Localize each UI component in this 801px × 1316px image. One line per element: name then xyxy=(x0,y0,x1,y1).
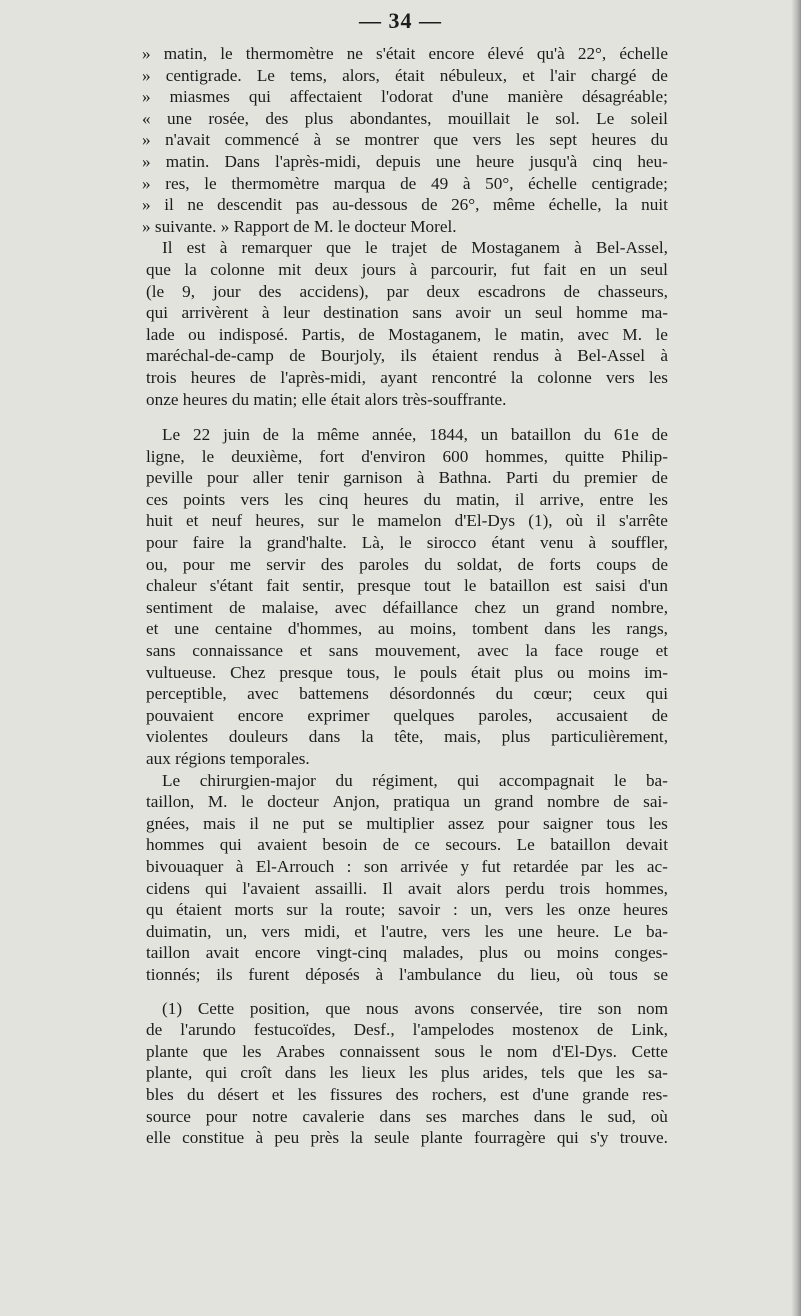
paragraph-mostaganem xyxy=(146,237,668,410)
page-number: — 34 — xyxy=(359,8,442,33)
text-line: » matin. Dans l'après-midi, depuis une heure jusqu'à cinq heu- xyxy=(142,151,668,171)
text-line: que la colonne mit deux jours à parcourir, fut fait en un seul xyxy=(146,259,668,279)
text-line: pouvaient encore exprimer quelques paroles, accusaient de xyxy=(146,705,668,725)
text-line: gnées, mais il ne put se multiplier assez pour saigner tous les xyxy=(146,813,668,833)
text-line: aux régions temporales. xyxy=(146,749,310,768)
text-line: onze heures du matin; elle était alors très-souffrante. xyxy=(146,389,507,409)
body-text xyxy=(142,43,668,1149)
footnote-line: bles du désert et les fissures des rochers, est d'une grande res- xyxy=(146,1084,668,1104)
text-line: ou, pour me servir des paroles du soldat, de forts coups de xyxy=(146,554,668,574)
text-line: » matin, le thermomètre ne s'était encore élevé qu'à 22°, échelle xyxy=(142,44,668,63)
text-line: sans connaissance et sans mouvement, avec la face rouge et xyxy=(146,641,668,661)
text-line: vultueuse. Chez presque tous, le pouls était plus ou moins im- xyxy=(146,662,668,682)
text-line: lade ou indisposé. Partis, de Mostaganem, le matin, avec M. le xyxy=(146,324,668,344)
footnote-line: source pour notre cavalerie dans ses marches dans le sud, où xyxy=(146,1106,668,1126)
paragraph-bataillon xyxy=(146,424,668,770)
text-line: maréchal-de-camp de Bourjoly, ils étaient rendus à Bel-Assel à xyxy=(146,346,668,366)
text-line: huit et neuf heures, sur le mamelon d'El-Dys (1), où il s'arrête xyxy=(146,511,668,531)
text-line: hommes qui avaient besoin de ce secours. Le bataillon devait xyxy=(146,835,668,855)
text-line: Il est à remarquer que le trajet de Mostaganem à Bel-Assel, xyxy=(162,238,668,258)
text-line: tionnés; ils furent déposés à l'ambulance du lieu, où tous se xyxy=(146,964,668,984)
paragraph-quote xyxy=(142,43,668,237)
text-line: » res, le thermomètre marqua de 49 à 50°, échelle centigrade; xyxy=(142,173,668,193)
text-line: duimatin, un, vers midi, et l'autre, vers les une heure. Le ba- xyxy=(146,921,668,941)
text-line: violentes douleurs dans la tête, mais, plus particulièrement, xyxy=(146,727,668,747)
text-line: chaleur s'étant fait sentir, presque tout le bataillon est saisi d'un xyxy=(146,576,668,596)
text-line: qui arrivèrent à leur destination sans avoir un seul homme ma- xyxy=(146,303,668,323)
text-line: » n'avait commencé à se montrer que vers les sept heures du xyxy=(142,130,668,150)
text-line: qu étaient morts sur la route; savoir : un, vers les onze heures xyxy=(146,900,668,920)
text-line: cidens qui l'avaient assailli. Il avait alors perdu trois hommes, xyxy=(146,878,668,898)
text-line: ces points vers les cinq heures du matin, il arrive, entre les xyxy=(146,489,668,509)
page-edge-shadow xyxy=(791,0,801,1316)
footnote-line: elle constitue à peu près la seule plante fourragère qui s'y trouve. xyxy=(146,1128,668,1148)
footnote xyxy=(146,998,668,1149)
text-line: » il ne descendit pas au-dessous de 26°, même échelle, la nuit xyxy=(142,195,668,215)
text-line: trois heures de l'après-midi, ayant rencontré la colonne vers les xyxy=(146,367,668,387)
text-line: » suivante. » Rapport de M. le docteur Morel. xyxy=(142,216,457,236)
text-line: perceptible, avec battemens désordonnés du cœur; ceux qui xyxy=(146,684,668,704)
text-line: « une rosée, des plus abondantes, mouillait le sol. Le soleil xyxy=(142,108,668,128)
text-line: bivouaquer à El-Arrouch : son arrivée y fut retardée par les ac- xyxy=(146,856,668,876)
text-line: taillon avait encore vingt-cinq malades, plus ou moins conges- xyxy=(146,943,668,963)
paragraph-chirurgien xyxy=(146,770,668,986)
text-line: ligne, le deuxième, fort d'environ 600 hommes, quitte Philip- xyxy=(146,446,668,466)
text-line: taillon, M. le docteur Anjon, pratiqua un grand nombre de sai- xyxy=(146,792,668,812)
footnote-line: (1) Cette position, que nous avons conservée, tire son nom xyxy=(162,998,668,1018)
text-line: et une centaine d'hommes, au moins, tombent dans les rangs, xyxy=(146,619,668,639)
text-line: sentiment de malaise, avec défaillance chez un grand nombre, xyxy=(146,597,668,617)
text-line: pour faire la grand'halte. Là, le sirocco étant venu à souffler, xyxy=(146,533,668,553)
footnote-line: plante que les Arabes connaissent sous le nom d'El-Dys. Cette xyxy=(146,1041,668,1061)
text-line: Le chirurgien-major du régiment, qui accompagnait le ba- xyxy=(162,770,668,790)
footnote-line: plante, qui croît dans les lieux les plus arides, tels que les sa- xyxy=(146,1063,668,1083)
text-line: Le 22 juin de la même année, 1844, un bataillon du 61e de xyxy=(162,425,668,445)
text-line: (le 9, jour des accidens), par deux escadrons de chasseurs, xyxy=(146,281,668,301)
text-line: » miasmes qui affectaient l'odorat d'une manière désagréable; xyxy=(142,87,668,107)
footnote-line: de l'arundo festucoïdes, Desf., l'ampelodes mostenox de Link, xyxy=(146,1020,668,1040)
text-line: peville pour aller tenir garnison à Bathna. Parti du premier de xyxy=(146,468,668,488)
text-line: » centigrade. Le tems, alors, était nébuleux, et l'air chargé de xyxy=(142,65,668,85)
